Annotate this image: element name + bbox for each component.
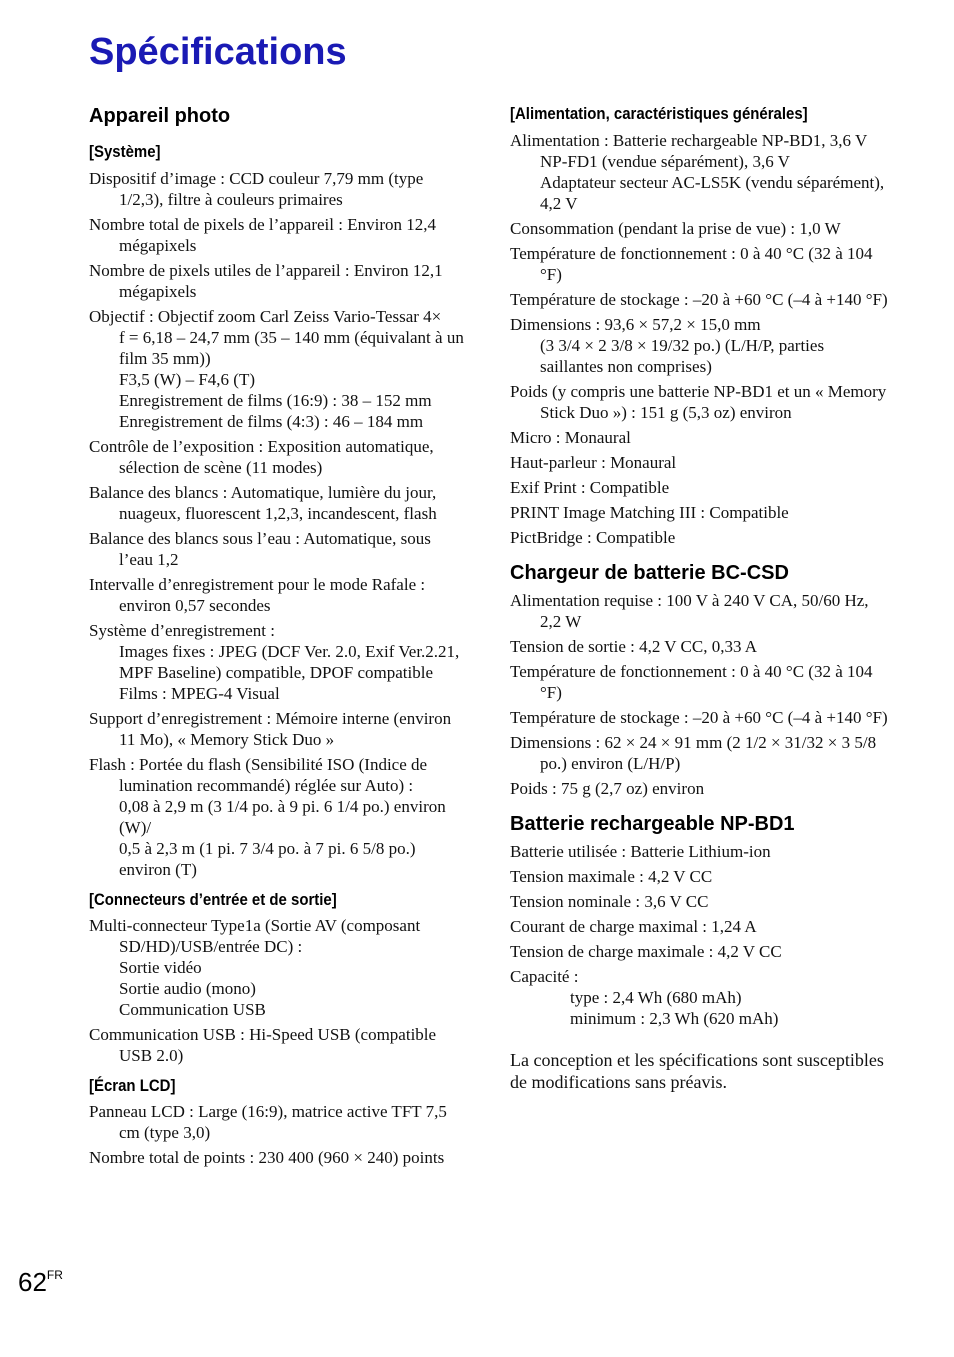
left-column (89, 103, 464, 1172)
spec-item-power-label: Alimentation : Batterie rechargeable NP-BD1, 3,6 V (510, 131, 868, 150)
spec-item-effective-pixels: Nombre de pixels utiles de l’appareil : Environ 12,1 mégapixels (89, 261, 443, 301)
spec-item-operating-temp: Température de fonctionnement : 0 à 40 °C (32 à 104 °F) (510, 244, 873, 284)
page-number-value: 62 (18, 1267, 47, 1297)
spec-item-lens-movie-43: Enregistrement de films (4:3) : 46 – 184 mm (119, 412, 424, 431)
spec-item-pictbridge: PictBridge : Compatible (510, 528, 676, 547)
spec-item-charger-dimensions: Dimensions : 62 × 24 × 91 mm (2 1/2 × 31/32 × 3 5/8 po.) environ (L/H/P) (510, 733, 877, 773)
spec-item-recording-label: Système d’enregistrement : (89, 621, 276, 640)
spec-item-print-image-matching: PRINT Image Matching III : Compatible (510, 503, 789, 522)
spec-item-recording-movie: Films : MPEG-4 Visual (119, 684, 280, 703)
spec-item-capacity-label: Capacité : (510, 967, 579, 986)
spec-item-lens-aperture: F3,5 (W) – F4,6 (T) (119, 370, 255, 389)
page-title: Spécifications (89, 31, 347, 73)
spec-item-flash (89, 754, 464, 880)
subheading-power: [Alimentation, caractéristiques générales] (510, 104, 808, 123)
spec-item-flash-wide: 0,08 à 2,9 m (3 1/4 po. à 9 pi. 6 1/4 po.) environ (W)/ (119, 797, 446, 837)
spec-item-lcd-dots: Nombre total de points : 230 400 (960 × 240) points (89, 1148, 445, 1167)
spec-item-consumption: Consommation (pendant la prise de vue) : 1,0 W (510, 219, 841, 238)
section-heading-charger: Chargeur de batterie BC-CSD (510, 562, 789, 584)
subheading-lcd: [Écran LCD] (89, 1076, 176, 1095)
spec-item-speaker: Haut-parleur : Monaural (510, 453, 677, 472)
spec-item-multi-video: Sortie vidéo (119, 958, 202, 977)
spec-item-charger-input: Alimentation requise : 100 V à 240 V CA, 50/60 Hz, 2,2 W (510, 591, 869, 631)
subheading-system: [Système] (89, 142, 161, 161)
spec-item-image-device: Dispositif d’image : CCD couleur 7,79 mm (type 1/2,3), filtre à couleurs primaires (89, 169, 424, 209)
spec-item-dimensions-inches: (3 3/4 × 2 3/8 × 19/32 po.) (L/H/P, parties saillantes non comprises) (540, 336, 825, 376)
spec-item-charger-weight: Poids : 75 g (2,7 oz) environ (510, 779, 705, 798)
spec-item-charger-output: Tension de sortie : 4,2 V CC, 0,33 A (510, 637, 758, 656)
spec-item-multi-usb: Communication USB (119, 1000, 266, 1019)
spec-item-microphone: Micro : Monaural (510, 428, 631, 447)
spec-item-battery-max-charge-voltage: Tension de charge maximale : 4,2 V CC (510, 942, 782, 961)
spec-item-total-pixels: Nombre total de pixels de l’appareil : Environ 12,4 mégapixels (89, 215, 436, 255)
spec-item-dimensions-label: Dimensions : 93,6 × 57,2 × 15,0 mm (510, 315, 761, 334)
spec-item-recording-system (89, 620, 464, 704)
spec-item-recording-still: Images fixes : JPEG (DCF Ver. 2.0, Exif Ver.2.21, MPF Baseline) compatible, DPOF compatible (119, 642, 460, 682)
design-change-note: La conception et les spécifications sont susceptibles de modifications sans préavis. (510, 1050, 884, 1092)
spec-item-multi-audio: Sortie audio (mono) (119, 979, 256, 998)
spec-item-exposure: Contrôle de l’exposition : Exposition automatique, sélection de scène (11 modes) (89, 437, 434, 477)
spec-item-multi-connector (89, 915, 464, 1020)
spec-item-charger-storage-temp: Température de stockage : –20 à +60 °C (–4 à +140 °F) (510, 708, 888, 727)
spec-item-underwater-wb: Balance des blancs sous l’eau : Automatique, sous l’eau 1,2 (89, 529, 431, 569)
spec-item-storage-temp: Température de stockage : –20 à +60 °C (–4 à +140 °F) (510, 290, 888, 309)
spec-item-exif-print: Exif Print : Compatible (510, 478, 670, 497)
spec-item-power-fd1: NP-FD1 (vendue séparément), 3,6 V (540, 152, 790, 171)
section-heading-battery: Batterie rechargeable NP-BD1 (510, 813, 795, 835)
spec-item-charger-operating-temp: Température de fonctionnement : 0 à 40 °C (32 à 104 °F) (510, 662, 873, 702)
spec-item-flash-label: Flash : Portée du flash (Sensibilité ISO (Indice de lumination recommandé) réglée sur Auto) : (89, 755, 428, 795)
section-heading-camera: Appareil photo (89, 105, 231, 127)
spec-item-lens-movie-169: Enregistrement de films (16:9) : 38 – 152 mm (119, 391, 432, 410)
spec-item-recording-media: Support d’enregistrement : Mémoire interne (environ 11 Mo), « Memory Stick Duo » (89, 709, 452, 749)
spec-item-weight: Poids (y compris une batterie NP-BD1 et un « Memory Stick Duo ») : 151 g (5,3 oz) environ (510, 382, 887, 422)
spec-item-burst-interval: Intervalle d’enregistrement pour le mode Rafale : environ 0,57 secondes (89, 575, 426, 615)
spec-item-white-balance: Balance des blancs : Automatique, lumière du jour, nuageux, fluorescent 1,2,3, incandescent, flash (89, 483, 437, 523)
spec-item-usb: Communication USB : Hi-Speed USB (compatible USB 2.0) (89, 1025, 437, 1065)
page-language-code: FR (46, 1268, 63, 1282)
spec-item-battery-max-voltage: Tension maximale : 4,2 V CC (510, 867, 713, 886)
spec-item-capacity-typical: type : 2,4 Wh (680 mAh) (570, 988, 742, 1007)
spec-item-flash-tele: 0,5 à 2,3 m (1 pi. 7 3/4 po. à 7 pi. 6 5/8 po.) environ (T) (119, 839, 416, 879)
right-column (510, 103, 890, 1093)
spec-item-capacity-minimum: minimum : 2,3 Wh (620 mAh) (570, 1009, 779, 1028)
spec-item-lens-focal: f = 6,18 – 24,7 mm (35 – 140 mm (équivalant à un film 35 mm)) (119, 328, 464, 368)
spec-item-lens (89, 306, 464, 432)
spec-item-lcd-panel: Panneau LCD : Large (16:9), matrice active TFT 7,5 cm (type 3,0) (89, 1102, 447, 1142)
spec-item-multi-label: Multi-connecteur Type1a (Sortie AV (composant SD/HD)/USB/entrée DC) : (89, 916, 421, 956)
subheading-connectors: [Connecteurs d’entrée et de sortie] (89, 890, 337, 909)
spec-item-lens-label: Objectif : Objectif zoom Carl Zeiss Vario-Tessar 4× (89, 307, 442, 326)
spec-item-battery-nominal-voltage: Tension nominale : 3,6 V CC (510, 892, 709, 911)
spec-item-battery-type: Batterie utilisée : Batterie Lithium-ion (510, 842, 771, 861)
spec-item-battery-capacity (510, 966, 890, 1029)
spec-item-dimensions (510, 314, 890, 377)
spec-item-battery-max-current: Courant de charge maximal : 1,24 A (510, 917, 757, 936)
spec-item-power-adapter: Adaptateur secteur AC-LS5K (vendu séparément), 4,2 V (540, 173, 885, 213)
page-number (18, 1267, 63, 1298)
spec-item-power-source (510, 130, 890, 214)
